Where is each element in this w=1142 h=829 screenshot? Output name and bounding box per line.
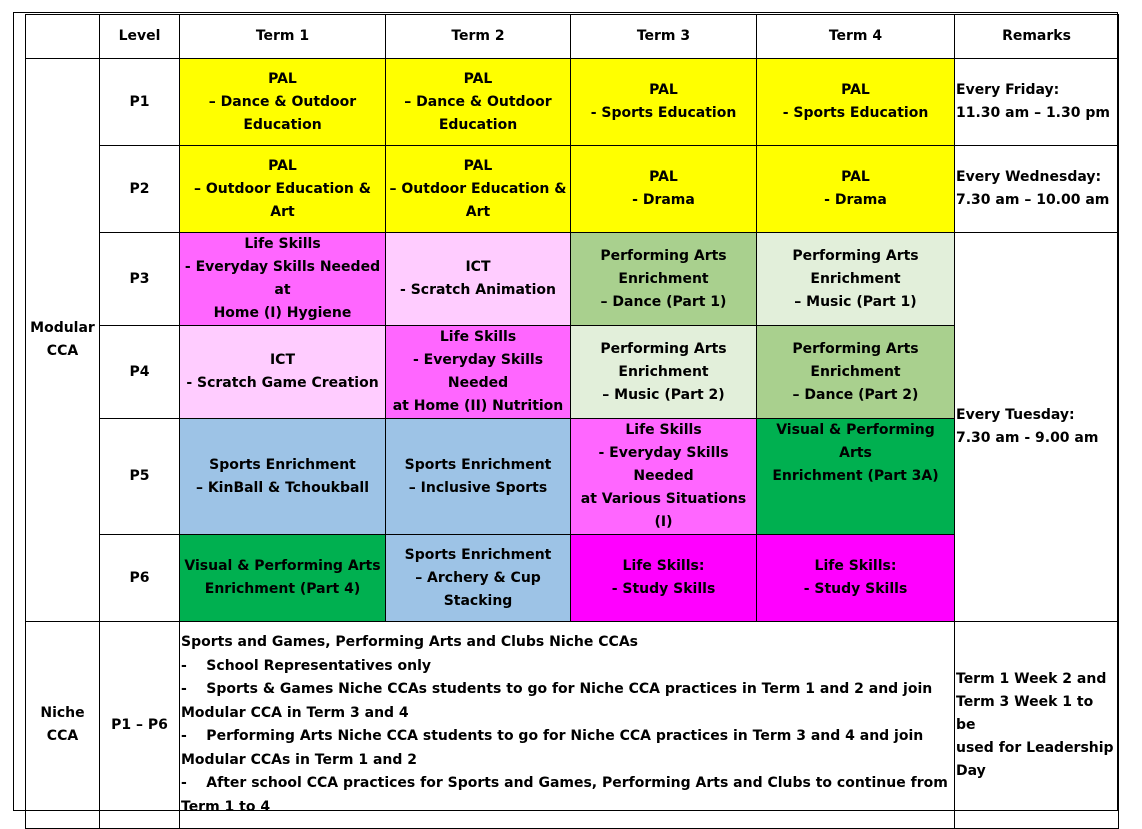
cell-line: - Everyday Skills Needed [412, 352, 544, 391]
remark-line: Every Tuesday: [956, 407, 1075, 423]
cell-line: ICT [465, 259, 491, 275]
p6-term-4 [757, 535, 955, 622]
cell-line: – Inclusive Sports [408, 479, 548, 496]
cell-line: – Dance (Part 1) [600, 293, 727, 310]
p4-term-3 [571, 326, 757, 419]
cell-line: Stacking [443, 592, 513, 609]
p3-term-2 [386, 233, 571, 326]
row-p1 [26, 59, 1119, 146]
header-term-3: Term 3 [571, 15, 757, 59]
header-term-1: Term 1 [180, 15, 386, 59]
header-level: Level [100, 15, 180, 59]
cell-line: - Scratch Game Creation [186, 375, 379, 391]
cell-line: Sports Enrichment [404, 456, 552, 473]
row-niche-cca [26, 622, 1119, 829]
remark-line: 7.30 am – 10.00 am [956, 192, 1110, 208]
p2-term-1 [180, 146, 386, 233]
cell-line: - Drama [824, 192, 887, 208]
cell-line: – KinBall & Tchoukball [195, 479, 370, 496]
p5-term-3 [571, 419, 757, 535]
niche-item: - School Representatives only [181, 657, 432, 674]
cell-line: - Sports Education [590, 105, 737, 121]
cell-line: - Study Skills [803, 581, 908, 597]
niche-level: P1 – P6 [100, 622, 180, 829]
remark-line: Term 3 Week 1 to be [956, 693, 1094, 733]
cell-line: PAL [463, 157, 493, 174]
cell-line: – Dance & Outdoor [404, 93, 552, 110]
level-p3: P3 [100, 233, 180, 326]
cell-line: ICT [269, 352, 296, 368]
cell-line: Art [465, 203, 491, 220]
cell-line: Education [438, 116, 518, 133]
p1-term-1 [180, 59, 386, 146]
niche-item: - After school CCA practices for Sports and Games, Performing Arts and Clubs to continue from Term 1 to 4 [181, 775, 953, 815]
p3-term-1 [180, 233, 386, 326]
cell-line: Home (I) Hygiene [213, 305, 352, 321]
level-p4: P4 [100, 326, 180, 419]
remark-line: 7.30 am - 9.00 am [956, 430, 1099, 446]
niche-remark [955, 622, 1119, 829]
cell-line: PAL [268, 157, 297, 174]
cell-line: PAL [268, 70, 297, 87]
p6-term-1 [180, 535, 386, 622]
cca-schedule-table [25, 14, 1119, 829]
remark-p1 [955, 59, 1119, 146]
cell-line: Performing Arts [792, 247, 919, 264]
row-p3 [26, 233, 1119, 326]
cell-line: – Dance & Outdoor [208, 93, 357, 110]
niche-item: - Sports & Games Niche CCAs students to go for Niche CCA practices in Term 1 and 2 and join Modular CCA in Term 3 and 4 [181, 681, 938, 721]
remark-line: Day [956, 762, 986, 779]
row-p2 [26, 146, 1119, 233]
cell-line: - Everyday Skills Needed [598, 445, 729, 484]
cell-line: PAL [841, 82, 870, 98]
p1-term-3 [571, 59, 757, 146]
header-term-2: Term 2 [386, 15, 571, 59]
cell-line: – Outdoor Education & [389, 180, 567, 197]
p3-term-3 [571, 233, 757, 326]
cell-line: Life Skills [439, 329, 517, 345]
cell-line: at Home (II) Nutrition [392, 398, 564, 414]
remark-line: 11.30 am – 1.30 pm [956, 105, 1110, 121]
cell-line: Enrichment [810, 270, 901, 287]
remark-line: Term 1 Week 2 and [956, 670, 1107, 687]
cell-line: Performing Arts [600, 340, 727, 357]
cell-line: – Archery & Cup [415, 569, 541, 586]
modular-label-line-2: CCA [46, 343, 79, 359]
cell-line: - Drama [632, 192, 695, 208]
cell-line: at Various Situations (I) [580, 491, 747, 530]
cell-line: Enrichment [810, 363, 901, 380]
p6-term-3 [571, 535, 757, 622]
remark-p2 [955, 146, 1119, 233]
level-p2: P2 [100, 146, 180, 233]
cell-line: - Study Skills [611, 581, 716, 597]
level-p6: P6 [100, 535, 180, 622]
niche-label-line-2: CCA [46, 728, 79, 744]
cell-line: Enrichment [618, 270, 709, 287]
cell-line: PAL [649, 82, 678, 98]
cell-line: Visual & Performing Arts [776, 422, 935, 461]
level-p5: P5 [100, 419, 180, 535]
niche-label-line-1: Niche [40, 705, 85, 721]
modular-label-line-1: Modular [30, 320, 95, 336]
header-remarks: Remarks [955, 15, 1119, 59]
cell-line: – Music (Part 1) [794, 293, 917, 310]
cell-line: Visual & Performing Arts [184, 558, 381, 574]
p4-term-1 [180, 326, 386, 419]
cell-line: – Outdoor Education & Art [194, 180, 371, 220]
p4-term-2 [386, 326, 571, 419]
cell-line: Life Skills: [814, 558, 897, 574]
header-blank [26, 15, 100, 59]
cell-line: - Sports Education [782, 105, 929, 121]
p1-term-2 [386, 59, 571, 146]
remark-line: used for Leadership [956, 739, 1114, 756]
cell-line: – Music (Part 2) [602, 386, 725, 403]
p2-term-3 [571, 146, 757, 233]
cell-line: Education [243, 116, 322, 133]
remark-p3-p6 [955, 233, 1119, 622]
level-p1: P1 [100, 59, 180, 146]
cell-line: Enrichment (Part 3A) [772, 468, 939, 484]
cell-line: PAL [463, 70, 493, 87]
cell-line: - Everyday Skills Needed at [184, 259, 381, 298]
p1-term-4 [757, 59, 955, 146]
cell-line: Enrichment (Part 4) [204, 581, 361, 597]
cell-line: Life Skills [244, 236, 321, 252]
cell-line: Life Skills: [622, 558, 705, 574]
niche-title: Sports and Games, Performing Arts and Clubs Niche CCAs [181, 634, 638, 650]
niche-item: - Performing Arts Niche CCA students to go for Niche CCA practices in Term 3 and 4 and join Modular CCAs in Term 1 and 2 [181, 728, 929, 768]
cell-line: – Dance (Part 2) [792, 386, 919, 403]
p4-term-4 [757, 326, 955, 419]
cell-line: Sports Enrichment [404, 546, 552, 563]
p5-term-2 [386, 419, 571, 535]
cell-line: Enrichment [618, 363, 709, 380]
p2-term-4 [757, 146, 955, 233]
p3-term-4 [757, 233, 955, 326]
p5-term-1 [180, 419, 386, 535]
p5-term-4 [757, 419, 955, 535]
cell-line: PAL [649, 169, 678, 185]
niche-description [180, 622, 955, 829]
p2-term-2 [386, 146, 571, 233]
p6-term-2 [386, 535, 571, 622]
modular-cca-label [26, 59, 100, 622]
niche-cca-label [26, 622, 100, 829]
header-term-4: Term 4 [757, 15, 955, 59]
remark-line: Every Friday: [956, 82, 1060, 98]
cell-line: Performing Arts [792, 340, 919, 357]
cell-line: - Scratch Animation [400, 282, 556, 298]
cell-line: Life Skills [625, 422, 702, 438]
header-row [26, 15, 1119, 59]
cell-line: Performing Arts [600, 247, 727, 264]
remark-line: Every Wednesday: [956, 169, 1102, 185]
cell-line: Sports Enrichment [209, 456, 356, 473]
cell-line: PAL [841, 169, 870, 185]
